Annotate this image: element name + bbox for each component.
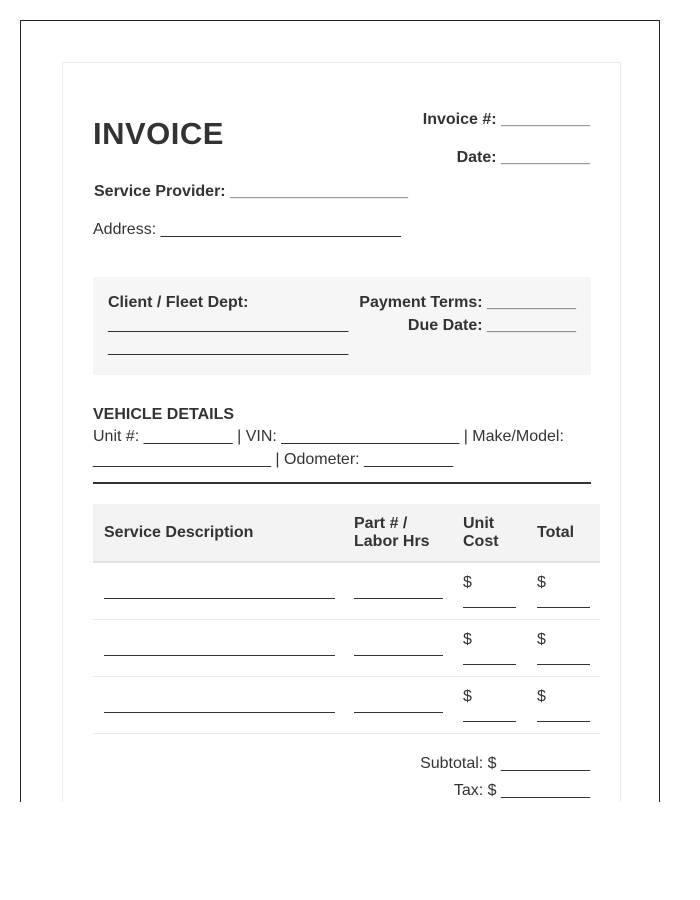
blank-line [354,712,443,713]
address-field: Address: ___________________________ [93,221,401,238]
col-service-description: Service Description [93,504,343,562]
invoice-title: INVOICE [93,116,224,151]
part-labor-cell [343,677,452,734]
total-currency: $ [537,574,546,591]
blank-line [104,712,335,713]
blank-line [537,607,590,608]
due-date-field: Due Date: __________ [407,317,576,334]
service-description-cell [93,620,343,677]
section-divider [93,482,591,484]
vehicle-details-title: VEHICLE DETAILS [93,406,235,423]
page-frame [20,20,660,802]
invoice-number-field: Invoice #: __________ [422,111,590,128]
service-provider-field: Service Provider: ____________________ [94,183,409,200]
unit-cost-cell [452,620,526,677]
blank-line [104,655,335,656]
total-currency: $ [537,631,546,648]
part-labor-cell [343,562,452,620]
payment-terms-field: Payment Terms: __________ [359,294,576,311]
blank-line [537,664,590,665]
unit-cost-cell [452,562,526,620]
client-label: Client / Fleet Dept: [108,294,249,311]
col-unit-cost [452,504,526,562]
unit-cost-cell [452,677,526,734]
table-row [93,562,600,620]
blank-line [463,664,516,665]
blank-line [354,655,443,656]
blank-line [463,607,516,608]
col-unit-cost-label: Unit Cost [463,514,499,550]
client-section [93,277,591,375]
unit-cost-currency: $ [463,631,472,648]
invoice-sheet [62,62,621,802]
total-cell [526,620,600,677]
service-description-cell [93,677,343,734]
subtotal-field: Subtotal: $ __________ [420,755,590,772]
part-labor-cell [343,620,452,677]
vehicle-details-line-1: Unit #: __________ | VIN: ____________________ | Make/Model: [93,428,564,445]
date-field: Date: __________ [456,149,590,166]
total-currency: $ [537,688,546,705]
unit-cost-currency: $ [463,688,472,705]
unit-cost-currency: $ [463,574,472,591]
blank-line [354,598,443,599]
client-line-1: ___________________________ [108,316,349,333]
table-row [93,677,600,734]
vehicle-details-line-2: ____________________ | Odometer: __________ [93,451,454,468]
blank-line [537,721,590,722]
blank-line [463,721,516,722]
client-line-2: ___________________________ [108,339,349,356]
service-description-cell [93,562,343,620]
total-cell [526,562,600,620]
services-table [93,504,600,734]
col-part-labor-label: Part # / Labor Hrs [354,514,430,550]
col-total: Total [526,504,600,562]
total-cell [526,677,600,734]
tax-field: Tax: $ __________ [453,782,590,799]
table-header-row [93,504,600,562]
col-part-labor [343,504,452,562]
blank-line [104,598,335,599]
table-row [93,620,600,677]
